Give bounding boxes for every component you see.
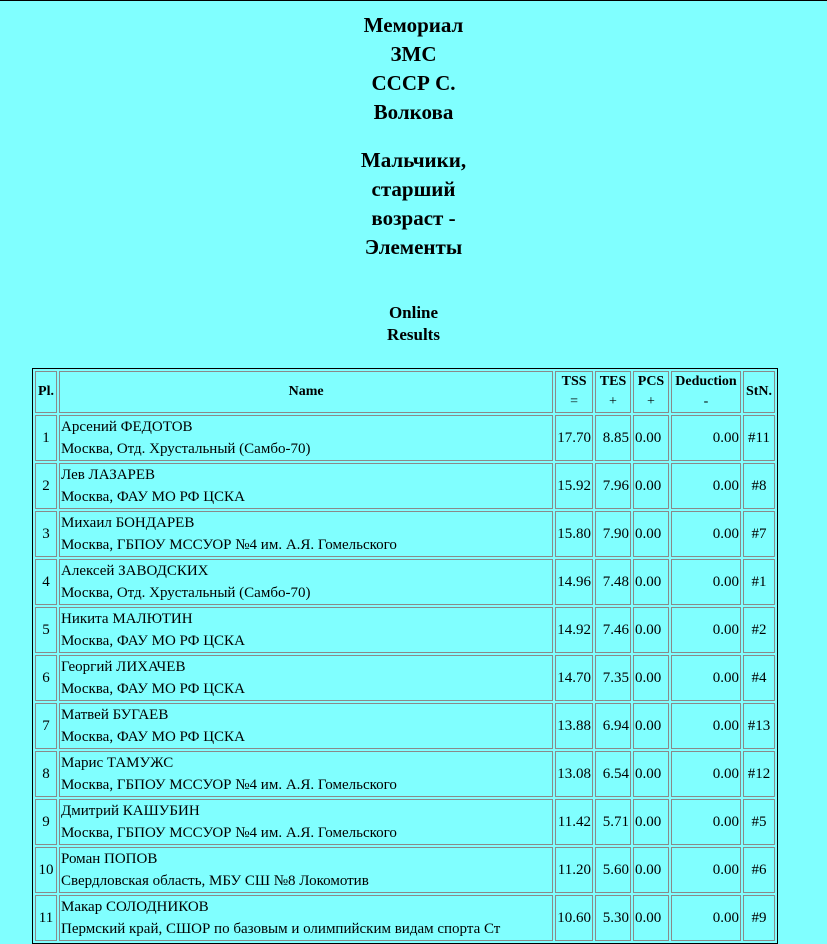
skater-club: Москва, Отд. Хрустальный (Самбо-70) [61, 441, 311, 457]
skater-name: Роман ПОПОВ [61, 851, 158, 867]
col-header-place: Pl. [35, 371, 57, 413]
tss-cell: 14.92 [555, 607, 593, 653]
start-number-cell: #1 [743, 559, 775, 605]
deduction-cell: 0.00 [671, 847, 741, 893]
deduction-cell: 0.00 [671, 895, 741, 941]
col-header-start-number: StN. [743, 371, 775, 413]
category-title [314, 146, 514, 262]
top-border [0, 0, 827, 1]
event-title-line: Волкова [373, 100, 454, 124]
pcs-cell: 0.00 [633, 463, 669, 509]
pcs-cell: 0.00 [633, 703, 669, 749]
place-cell: 7 [35, 703, 57, 749]
event-title-line: Мемориал [363, 13, 464, 37]
skater-cell [59, 847, 553, 893]
tes-cell: 7.90 [595, 511, 631, 557]
place-cell: 6 [35, 655, 57, 701]
start-number-cell: #5 [743, 799, 775, 845]
event-title-line: ЗМС [390, 42, 437, 66]
skater-cell [59, 415, 553, 461]
pcs-cell: 0.00 [633, 415, 669, 461]
start-number-cell: #8 [743, 463, 775, 509]
pcs-cell: 0.00 [633, 655, 669, 701]
pcs-cell: 0.00 [633, 607, 669, 653]
table-row [35, 415, 775, 461]
tss-cell: 17.70 [555, 415, 593, 461]
deduction-cell: 0.00 [671, 655, 741, 701]
skater-club: Москва, ФАУ МО РФ ЦСКА [61, 729, 245, 745]
tss-cell: 13.88 [555, 703, 593, 749]
col-header-tes [595, 371, 631, 413]
online-results-heading [0, 302, 827, 346]
table-row [35, 559, 775, 605]
skater-name: Лев ЛАЗАРЕВ [61, 467, 156, 483]
skater-club: Москва, ГБПОУ МССУОР №4 им. А.Я. Гомельского [61, 537, 397, 553]
col-header-tss-label: TSS [561, 374, 587, 389]
tss-cell: 15.80 [555, 511, 593, 557]
header-row [35, 371, 775, 413]
pcs-cell: 0.00 [633, 751, 669, 797]
deduction-cell: 0.00 [671, 511, 741, 557]
event-title [314, 0, 514, 127]
title-block [314, 0, 514, 262]
tes-cell: 8.85 [595, 415, 631, 461]
col-header-tes-label: TES [599, 374, 627, 389]
skater-name: Дмитрий КАШУБИН [61, 803, 200, 819]
skater-club: Москва, ФАУ МО РФ ЦСКА [61, 633, 245, 649]
tes-cell: 5.60 [595, 847, 631, 893]
deduction-cell: 0.00 [671, 559, 741, 605]
results-label: Results [387, 325, 440, 344]
place-cell: 3 [35, 511, 57, 557]
skater-club: Москва, ФАУ МО РФ ЦСКА [61, 489, 245, 505]
skater-cell [59, 463, 553, 509]
deduction-cell: 0.00 [671, 463, 741, 509]
skater-cell [59, 751, 553, 797]
start-number-cell: #7 [743, 511, 775, 557]
tss-cell: 13.08 [555, 751, 593, 797]
start-number-cell: #9 [743, 895, 775, 941]
start-number-cell: #4 [743, 655, 775, 701]
pcs-cell: 0.00 [633, 847, 669, 893]
tss-cell: 10.60 [555, 895, 593, 941]
category-title-line: Мальчики, [360, 148, 467, 172]
pcs-cell: 0.00 [633, 895, 669, 941]
start-number-cell: #6 [743, 847, 775, 893]
skater-name: Михаил БОНДАРЕВ [61, 515, 195, 531]
table-row [35, 703, 775, 749]
tes-cell: 6.94 [595, 703, 631, 749]
skater-name: Алексей ЗАВОДСКИХ [61, 563, 209, 579]
col-header-name: Name [59, 371, 553, 413]
col-header-pcs-label: PCS [637, 374, 665, 389]
col-header-deduction [671, 371, 741, 413]
col-header-tes-sign: + [609, 394, 617, 409]
table-row [35, 895, 775, 941]
place-cell: 8 [35, 751, 57, 797]
deduction-cell: 0.00 [671, 607, 741, 653]
start-number-cell: #11 [743, 415, 775, 461]
start-number-cell: #13 [743, 703, 775, 749]
tss-cell: 15.92 [555, 463, 593, 509]
event-title-line: СССР С. [371, 71, 456, 95]
tes-cell: 7.96 [595, 463, 631, 509]
col-header-deduction-label: Deduction [675, 374, 737, 389]
col-header-pcs [633, 371, 669, 413]
skater-cell [59, 655, 553, 701]
skater-cell [59, 511, 553, 557]
skater-cell [59, 703, 553, 749]
place-cell: 11 [35, 895, 57, 941]
pcs-cell: 0.00 [633, 799, 669, 845]
table-row [35, 751, 775, 797]
results-table-body [35, 415, 775, 941]
place-cell: 10 [35, 847, 57, 893]
skater-name: Матвей БУГАЕВ [61, 707, 169, 723]
start-number-cell: #2 [743, 607, 775, 653]
tes-cell: 7.48 [595, 559, 631, 605]
category-title-line: старший [371, 177, 456, 201]
tss-cell: 11.42 [555, 799, 593, 845]
skater-cell [59, 895, 553, 941]
tss-cell: 14.70 [555, 655, 593, 701]
deduction-cell: 0.00 [671, 415, 741, 461]
skater-name: Никита МАЛЮТИН [61, 611, 193, 627]
skater-cell [59, 559, 553, 605]
place-cell: 4 [35, 559, 57, 605]
skater-club: Москва, Отд. Хрустальный (Самбо-70) [61, 585, 311, 601]
start-number-cell: #12 [743, 751, 775, 797]
place-cell: 9 [35, 799, 57, 845]
skater-club: Москва, ГБПОУ МССУОР №4 им. А.Я. Гомельского [61, 825, 397, 841]
results-table-header [35, 371, 775, 413]
col-header-tss-sign: = [570, 394, 579, 409]
skater-club: Свердловская область, МБУ СШ №8 Локомотив [61, 873, 369, 889]
place-cell: 1 [35, 415, 57, 461]
table-row [35, 511, 775, 557]
deduction-cell: 0.00 [671, 799, 741, 845]
category-title-line: возраст - [371, 206, 456, 230]
table-row [35, 655, 775, 701]
col-header-pcs-sign: + [647, 394, 655, 409]
pcs-cell: 0.00 [633, 511, 669, 557]
skater-name: Марис ТАМУЖС [61, 755, 174, 771]
deduction-cell: 0.00 [671, 703, 741, 749]
pcs-cell: 0.00 [633, 559, 669, 605]
skater-cell [59, 799, 553, 845]
tes-cell: 7.35 [595, 655, 631, 701]
results-table [32, 368, 778, 944]
category-title-line: Элементы [364, 235, 463, 259]
skater-name: Макар СОЛОДНИКОВ [61, 899, 209, 915]
skater-club: Москва, ГБПОУ МССУОР №4 им. А.Я. Гомельского [61, 777, 397, 793]
place-cell: 5 [35, 607, 57, 653]
tss-cell: 11.20 [555, 847, 593, 893]
col-header-deduction-sign: - [703, 394, 709, 409]
skater-name: Георгий ЛИХАЧЕВ [61, 659, 186, 675]
skater-name: Арсений ФЕДОТОВ [61, 419, 193, 435]
tes-cell: 5.30 [595, 895, 631, 941]
tes-cell: 5.71 [595, 799, 631, 845]
col-header-tss [555, 371, 593, 413]
skater-cell [59, 607, 553, 653]
table-row [35, 847, 775, 893]
place-cell: 2 [35, 463, 57, 509]
table-row [35, 799, 775, 845]
table-row [35, 463, 775, 509]
skater-club: Москва, ФАУ МО РФ ЦСКА [61, 681, 245, 697]
tss-cell: 14.96 [555, 559, 593, 605]
skater-club: Пермский край, СШОР по базовым и олимпийским видам спорта Ст [61, 921, 501, 937]
deduction-cell: 0.00 [671, 751, 741, 797]
online-label: Online [388, 303, 439, 322]
table-row [35, 607, 775, 653]
tes-cell: 7.46 [595, 607, 631, 653]
tes-cell: 6.54 [595, 751, 631, 797]
